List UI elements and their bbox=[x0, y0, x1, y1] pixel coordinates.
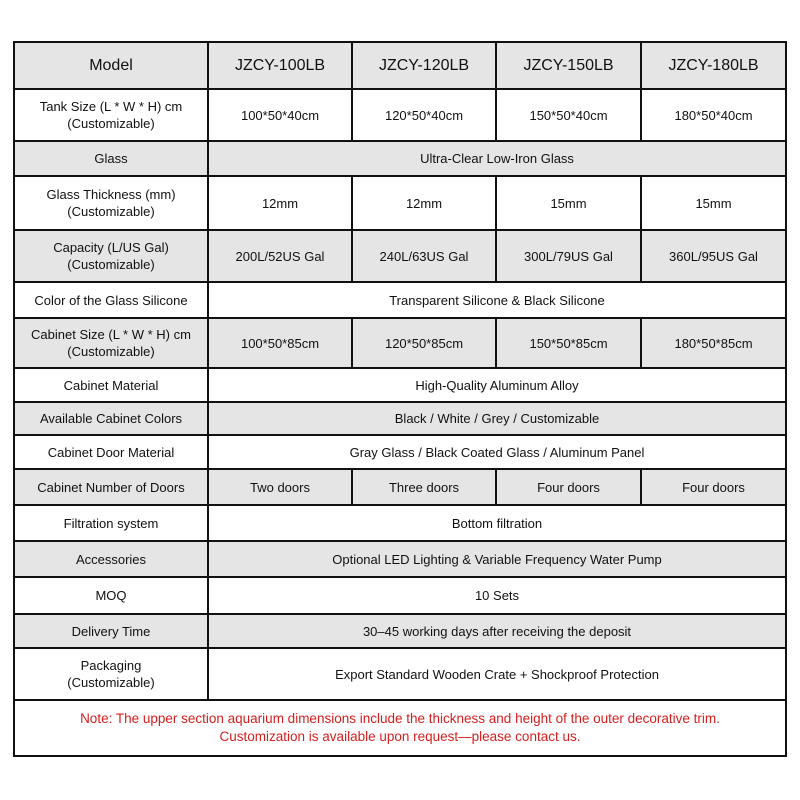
tank-size-value: 180*50*40cm bbox=[641, 89, 786, 141]
glass-thickness-label bbox=[14, 176, 208, 230]
silicone-color-label: Color of the Glass Silicone bbox=[14, 282, 208, 318]
glass-thickness-row bbox=[14, 176, 786, 230]
label-line: Packaging bbox=[80, 658, 142, 673]
packaging-row bbox=[14, 648, 786, 700]
model-label: Model bbox=[14, 42, 208, 89]
cabinet-material-value: High-Quality Aluminum Alloy bbox=[208, 368, 786, 402]
accessories-value: Optional LED Lighting & Variable Frequency Water Pump bbox=[208, 541, 786, 577]
accessories-row bbox=[14, 541, 786, 577]
cabinet-door-material-label: Cabinet Door Material bbox=[14, 435, 208, 469]
silicone-color-value: Transparent Silicone & Black Silicone bbox=[208, 282, 786, 318]
filtration-row bbox=[14, 505, 786, 541]
tank-size-value: 150*50*40cm bbox=[496, 89, 641, 141]
glass-thickness-value: 15mm bbox=[641, 176, 786, 230]
glass-thickness-value: 12mm bbox=[352, 176, 496, 230]
filtration-label: Filtration system bbox=[14, 505, 208, 541]
header-row bbox=[14, 42, 786, 89]
moq-value: 10 Sets bbox=[208, 577, 786, 614]
moq-row bbox=[14, 577, 786, 614]
cabinet-size-value: 150*50*85cm bbox=[496, 318, 641, 368]
label-line: (Customizable) bbox=[67, 257, 155, 272]
glass-value: Ultra-Clear Low-Iron Glass bbox=[208, 141, 786, 176]
glass-thickness-value: 15mm bbox=[496, 176, 641, 230]
cabinet-doors-value: Four doors bbox=[641, 469, 786, 505]
capacity-value: 360L/95US Gal bbox=[641, 230, 786, 282]
accessories-label: Accessories bbox=[14, 541, 208, 577]
note-row bbox=[14, 700, 786, 756]
delivery-time-value: 30–45 working days after receiving the deposit bbox=[208, 614, 786, 648]
note-line: Note: The upper section aquarium dimensions include the thickness and height of the outer decorative trim. bbox=[80, 711, 720, 726]
spec-table bbox=[13, 41, 787, 757]
cabinet-doors-row bbox=[14, 469, 786, 505]
cabinet-doors-label: Cabinet Number of Doors bbox=[14, 469, 208, 505]
silicone-color-row bbox=[14, 282, 786, 318]
cabinet-doors-value: Three doors bbox=[352, 469, 496, 505]
note-line: Customization is available upon request—please contact us. bbox=[219, 729, 581, 744]
label-line: (Customizable) bbox=[67, 116, 155, 131]
label-line: Glass Thickness (mm) bbox=[46, 187, 176, 202]
capacity-row bbox=[14, 230, 786, 282]
label-line: (Customizable) bbox=[67, 344, 155, 359]
label-line: Tank Size (L * W * H) cm bbox=[39, 99, 183, 114]
glass-thickness-value: 12mm bbox=[208, 176, 352, 230]
delivery-time-label: Delivery Time bbox=[14, 614, 208, 648]
model-name: JZCY-150LB bbox=[496, 42, 641, 89]
glass-row bbox=[14, 141, 786, 176]
label-line: (Customizable) bbox=[67, 204, 155, 219]
model-name: JZCY-100LB bbox=[208, 42, 352, 89]
cabinet-colors-label: Available Cabinet Colors bbox=[14, 402, 208, 435]
cabinet-door-material-row bbox=[14, 435, 786, 469]
cabinet-doors-value: Four doors bbox=[496, 469, 641, 505]
cabinet-size-label bbox=[14, 318, 208, 368]
cabinet-size-value: 100*50*85cm bbox=[208, 318, 352, 368]
filtration-value: Bottom filtration bbox=[208, 505, 786, 541]
capacity-value: 240L/63US Gal bbox=[352, 230, 496, 282]
cabinet-doors-value: Two doors bbox=[208, 469, 352, 505]
cabinet-size-value: 120*50*85cm bbox=[352, 318, 496, 368]
capacity-value: 200L/52US Gal bbox=[208, 230, 352, 282]
cabinet-material-row bbox=[14, 368, 786, 402]
cabinet-door-material-value: Gray Glass / Black Coated Glass / Aluminum Panel bbox=[208, 435, 786, 469]
cabinet-material-label: Cabinet Material bbox=[14, 368, 208, 402]
cabinet-size-row bbox=[14, 318, 786, 368]
capacity-label bbox=[14, 230, 208, 282]
tank-size-label bbox=[14, 89, 208, 141]
model-name: JZCY-120LB bbox=[352, 42, 496, 89]
packaging-value: Export Standard Wooden Crate + Shockproof Protection bbox=[208, 648, 786, 700]
cabinet-colors-value: Black / White / Grey / Customizable bbox=[208, 402, 786, 435]
glass-label: Glass bbox=[14, 141, 208, 176]
delivery-time-row bbox=[14, 614, 786, 648]
cabinet-size-value: 180*50*85cm bbox=[641, 318, 786, 368]
label-line: Cabinet Size (L * W * H) cm bbox=[31, 327, 191, 342]
moq-label: MOQ bbox=[14, 577, 208, 614]
model-name: JZCY-180LB bbox=[641, 42, 786, 89]
cabinet-colors-row bbox=[14, 402, 786, 435]
note-text bbox=[14, 700, 786, 756]
tank-size-row bbox=[14, 89, 786, 141]
tank-size-value: 100*50*40cm bbox=[208, 89, 352, 141]
tank-size-value: 120*50*40cm bbox=[352, 89, 496, 141]
label-line: (Customizable) bbox=[67, 675, 155, 690]
capacity-value: 300L/79US Gal bbox=[496, 230, 641, 282]
label-line: Capacity (L/US Gal) bbox=[53, 240, 169, 255]
packaging-label bbox=[14, 648, 208, 700]
